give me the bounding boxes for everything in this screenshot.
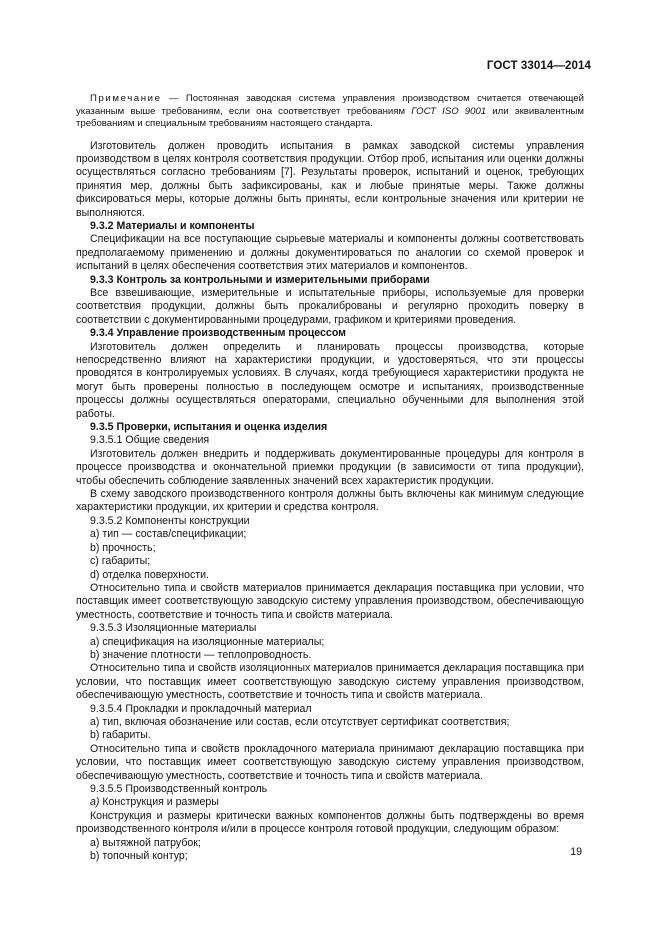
document-code: ГОСТ 33014—2014 — [486, 60, 591, 72]
list-item: b) значение плотности — теплопроводность. — [90, 648, 312, 661]
page-number: 19 — [570, 846, 582, 858]
heading-9-3-5-3: 9.3.5.3 Изоляционные материалы — [90, 622, 257, 635]
heading-9-3-5-4: 9.3.5.4 Прокладки и прокладочный материал — [90, 702, 312, 715]
heading-9-3-3: 9.3.3 Контроль за контрольными и измерительными приборами — [90, 273, 430, 286]
list-item: с) габариты; — [90, 555, 151, 568]
paragraph-instruments: Все взвешивающие, измерительные и испытательные приборы, используемые для проверки соответствия продукции, должны быть прокалиброваны и регулярно проходить поверку в соответствии с документированными процедурами, графиком и критериями проведения. — [76, 286, 584, 326]
paragraph-supplier-insulation: Относительно типа и свойств изоляционных материалов принимается декларация поставщика при условии, что поставщик имеет соответствующую заводскую систему управления производством, обеспечивающую уместность, соответствие и точность типа и свойств материала. — [76, 662, 584, 702]
paragraph-supplier-gaskets: Относительно типа и свойств прокладочного материала принимают декларацию поставщика при условии, что поставщик имеет соответствующую заводскую систему управления производством, обеспечивающую уместность, соответствие и точность типа и свойств материала. — [76, 742, 584, 782]
page-body — [76, 93, 584, 863]
heading-9-3-5-2: 9.3.5.2 Компоненты конструкции — [90, 514, 250, 527]
list-marker: а) — [90, 796, 100, 809]
note-text-1: — Постоянная заводская система управления производством считается отвечающей указанным выше требованиям, если она соответствует требованиям — [76, 93, 584, 117]
paragraph-procedures: Изготовитель должен внедрить и поддерживать документированные процедуры для контроля в процессе производства и окончательной приемки продукции (в зависимости от типа продукции), чтобы обеспечить соблюдение заявленных значений всех характеристик продукции. — [76, 447, 584, 487]
list-item: d) отделка поверхности. — [90, 568, 209, 581]
paragraph-process: Изготовитель должен определить и планировать процессы производства, которые непосредственно влияют на характеристики продукции, и удостоверяться, что эти процессы проводятся в контролируемых условиях. В случаях, когда требующиеся характеристики продукта не могут быть проверены полностью в последующем осмотре и испытаниях, производственные процессы должны осуществляться операторами, специально обученными для выполнения этой работы. — [76, 340, 584, 420]
paragraph-testing: Изготовитель должен проводить испытания в рамках заводской системы управления производством в целях контроля соответствия продукции. Отбор проб, испытания или оценки должны осуществляться согласно требованиям [7]. Результаты проверок, испытаний и оценок, требующих принятия мер, должны быть зафиксированы, как и любые принятые меры. Также должны фиксироваться меры, которые должны быть приняты, если контрольные значения или критерии не выполняются. — [76, 139, 584, 219]
paragraph-supplier-materials: Относительно типа и свойств материалов принимается декларация поставщика при условии, что поставщик имеет соответствующую заводскую систему управления производством, обеспечивающую уместность, соответствие и точность типа и свойств материала. — [76, 581, 584, 621]
note-standard-reference: ГОСТ ISO 9001 — [411, 105, 487, 117]
note-label: Примечание — [90, 93, 162, 104]
heading-9-3-4: 9.3.4 Управление производственным процессом — [90, 327, 346, 340]
list-item: а) тип, включая обозначение или состав, если отсутствует сертификат соответствия; — [90, 715, 510, 728]
list-item: b) прочность; — [90, 541, 156, 554]
list-item: а) спецификация на изоляционные материалы; — [90, 635, 325, 648]
paragraph-design-dimensions: Конструкция и размеры критически важных компонентов должны быть подтверждены во время производственного контроля и/или в процессе контроля готовой продукции, следующим образом: — [76, 809, 584, 836]
heading-9-3-5-5: 9.3.5.5 Производственный контроль — [90, 783, 268, 795]
list-item: b) топочный контур; — [90, 850, 188, 863]
list-item: b) габариты. — [90, 729, 151, 742]
heading-9-3-5: 9.3.5 Проверки, испытания и оценка изделия — [90, 421, 328, 434]
list-item-design — [76, 796, 584, 809]
heading-9-3-5-1: 9.3.5.1 Общие сведения — [90, 434, 210, 447]
note-paragraph — [76, 93, 584, 131]
paragraph-materials: Спецификации на все поступающие сырьевые материалы и компоненты должны соответствовать предполагаемому применению и должны документироваться по аналогии со схемой проверок и испытаний в целях обеспечения соответствия этих материалов и компонентов. — [76, 233, 584, 273]
list-item-text: Конструкция и размеры — [99, 796, 219, 809]
paragraph-scheme: В схему заводского производственного контроля должны быть включены как минимум следующие характеристики продукции, их критерии и средства контроля. — [76, 488, 584, 514]
heading-9-3-2: 9.3.2 Материалы и компоненты — [90, 219, 255, 232]
note-text-2: или эквивалентным требованиям и специальным требованиям настоящего стандарта. — [76, 105, 584, 129]
list-item: а) вытяжной патрубок; — [90, 836, 201, 849]
list-item: а) тип — состав/спецификации; — [90, 528, 247, 541]
